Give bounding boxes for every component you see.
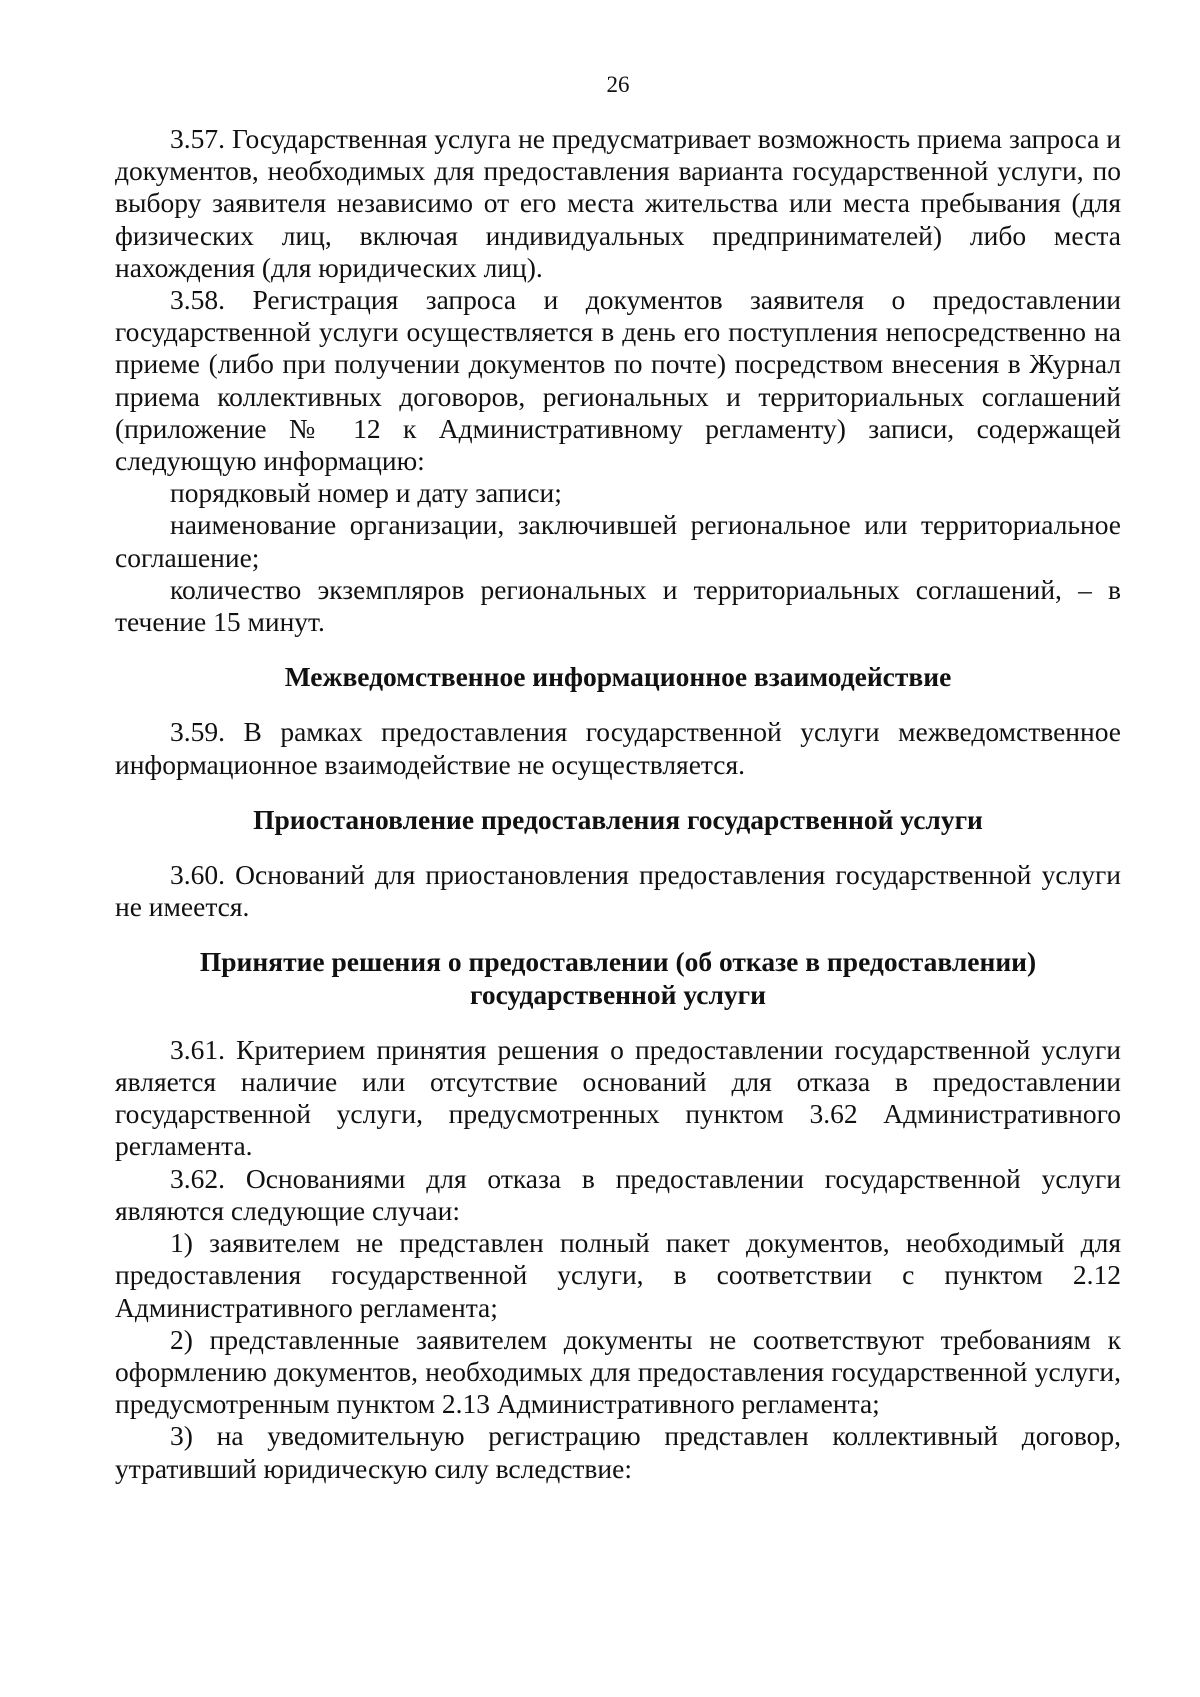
section-heading: Принятие решения о предоставлении (об отказе в предоставлении) [199, 946, 1037, 978]
list-item: количество экземпляров региональных и территориальных соглашений, – в течение 15 минут. [115, 573, 1121, 638]
list-item: 3) на уведомительную регистрацию представлен коллективный договор, утративший юридическую силу вследствие: [115, 1420, 1121, 1484]
spacer [115, 781, 1121, 804]
document-body [115, 123, 1121, 1485]
paragraph-3-58: 3.58. Регистрация запроса и документов заявителя о предоставлении государственной услуги осуществляется в день его поступления непосредственно на приеме (либо при получении документов по почте) посредством внесения в Журнал приема коллективных договоров, региональных и территориальных соглашений (приложение № 12 к Административному регламенту) записи, содержащей следующую информацию: [115, 284, 1121, 477]
spacer [115, 1011, 1121, 1034]
paragraph-3-59: 3.59. В рамках предоставления государственной услуги межведомственное информационное взаимодействие не осуществляется. [115, 716, 1121, 780]
paragraph-3-57: 3.57. Государственная услуга не предусматривает возможность приема запроса и документов, необходимых для предоставления варианта государственной услуги, по выбору заявителя независимо от его места жительства или места пребывания (для физических лиц, включая индивидуальных предпринимателей) либо места нахождения (для юридических лиц). [115, 123, 1121, 283]
paragraph-3-61: 3.61. Критерием принятия решения о предоставлении государственной услуги является наличие или отсутствие оснований для отказа в предоставлении государственной услуги, предусмотренных пунктом 3.62 Административного регламента. [115, 1033, 1121, 1162]
spacer [115, 693, 1121, 716]
spacer [115, 638, 1121, 661]
spacer [115, 836, 1121, 859]
paragraph-3-60: 3.60. Оснований для приостановления предоставления государственной услуги не имеется. [115, 859, 1121, 923]
list-item: 1) заявителем не представлен полный пакет документов, необходимый для предоставления государственной услуги, в соответствии с пунктом 2.12 Административного регламента; [115, 1227, 1121, 1323]
spacer [115, 923, 1121, 946]
section-heading: Приостановление предоставления государственной услуги [253, 803, 983, 835]
list-item: порядковый номер и дату записи; [170, 477, 562, 509]
section-heading: Межведомственное информационное взаимодействие [284, 661, 952, 693]
page-number: 26 [606, 72, 630, 97]
paragraph-3-62: 3.62. Основаниями для отказа в предоставлении государственной услуги являются следующие случаи: [115, 1162, 1121, 1226]
list-item: 2) представленные заявителем документы не соответствуют требованиям к оформлению документов, необходимых для предоставления государственной услуги, предусмотренным пунктом 2.13 Административного регламента; [115, 1323, 1121, 1420]
section-heading-continued: государственной услуги [470, 978, 766, 1010]
list-item: наименование организации, заключившей региональное или территориальное соглашение; [115, 509, 1121, 573]
